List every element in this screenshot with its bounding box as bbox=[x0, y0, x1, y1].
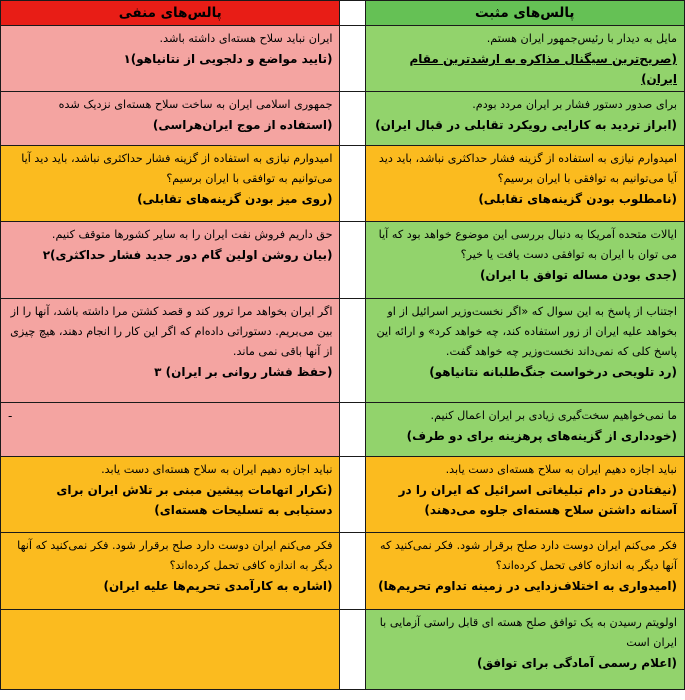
pulse-quote-text: ایران نباید سلاح هسته‌ای داشته باشد. bbox=[159, 32, 333, 45]
pulse-interpretation-text: (بیان روشن اولین گام دور جدید فشار حداکثری)۲ bbox=[42, 248, 333, 262]
positive-pulse-cell bbox=[365, 26, 684, 92]
positive-pulse-cell bbox=[365, 299, 684, 403]
negative-pulse-cell bbox=[1, 457, 340, 533]
pulse-interpretation-text: (حفظ فشار روانی بر ایران) ۳ bbox=[154, 365, 333, 379]
table-row bbox=[1, 403, 685, 457]
negative-pulse-cell bbox=[1, 299, 340, 403]
pulse-quote-text: نباید اجازه دهیم ایران به سلاح هسته‌ای دست یابد. bbox=[101, 463, 333, 476]
pulse-interpretation-text: (استفاده از موج ایران‌هراسی) bbox=[152, 118, 333, 132]
separator-column bbox=[340, 1, 365, 26]
pulse-quote-text: فکر می‌کنم ایران دوست دارد صلح برقرار شود. فکر نمی‌کنید که آنها دیگر به اندازه کافی تحمل کرده‌اند؟ bbox=[17, 539, 333, 572]
pulse-quote-text: اولویتم رسیدن به یک توافق صلح هسته ای قابل راستی آزمایی با ایران است bbox=[379, 616, 677, 649]
positive-pulse-cell bbox=[365, 92, 684, 146]
separator-column bbox=[340, 610, 365, 690]
pulse-interpretation-text: (روی میز بودن گزینه‌های تقابلی) bbox=[137, 192, 333, 206]
pulse-interpretation-text: (ابراز تردید به کارایی رویکرد تقابلی در قبال ایران) bbox=[375, 118, 677, 132]
pulse-quote-text: نباید اجازه دهیم ایران به سلاح هسته‌ای دست یابد. bbox=[445, 463, 677, 476]
negative-pulse-cell bbox=[1, 403, 340, 457]
pulse-interpretation-text: (خودداری از گزینه‌های پرهزینه برای دو طرف) bbox=[406, 429, 677, 443]
negative-pulse-cell bbox=[1, 533, 340, 610]
pulse-quote-text: فکر می‌کنم ایران دوست دارد صلح برقرار شود. فکر نمی‌کنید که آنها دیگر به اندازه کافی تحمل کرده‌اند؟ bbox=[380, 539, 677, 572]
positive-pulse-cell bbox=[365, 533, 684, 610]
table-row bbox=[1, 92, 685, 146]
table-row bbox=[1, 610, 685, 690]
pulse-interpretation-text: (جدی بودن مساله توافق با ایران) bbox=[479, 268, 677, 282]
negative-pulse-cell bbox=[1, 92, 340, 146]
header-negative-pulses: پالس‌های منفی bbox=[1, 1, 340, 26]
positive-pulse-cell bbox=[365, 457, 684, 533]
pulse-quote-text: اگر ایران بخواهد مرا ترور کند و قصد کشتن مرا داشته باشد، آنها را از بین می‌بریم. دستوراتی داده‌ام که اگر این کار را انجام دهند، هیچ چیزی از آنها باقی نمی ماند. bbox=[10, 305, 333, 358]
table-row bbox=[1, 299, 685, 403]
negative-pulse-cell bbox=[1, 222, 340, 299]
pulse-interpretation-text: (اشاره به کارآمدی تحریم‌ها علیه ایران) bbox=[103, 579, 333, 593]
pulse-interpretation-text: (امیدواری به اختلاف‌زدایی در زمینه تداوم تحریم‌ها) bbox=[378, 579, 677, 593]
negative-pulse-cell bbox=[1, 610, 340, 690]
pulse-interpretation-text: (نامطلوب بودن گزینه‌های تقابلی) bbox=[478, 192, 677, 206]
pulse-interpretation-text: (تایید مواضع و دلجویی از نتانیاهو)۱ bbox=[123, 52, 333, 66]
pulse-interpretation-text: (تکرار اتهامات پیشین مبنی بر تلاش ایران برای دستیابی به تسلیحات هسته‌ای) bbox=[56, 483, 333, 517]
pulse-interpretation-text: (رد تلویحی درخواست جنگ‌طلبانه نتانیاهو) bbox=[429, 365, 677, 379]
table-row bbox=[1, 26, 685, 92]
positive-pulse-cell bbox=[365, 146, 684, 222]
table-row bbox=[1, 533, 685, 610]
pulse-quote-text: اجتناب از پاسخ به این سوال که «اگر نخست‌وزیر اسرائیل از او بخواهد علیه ایران از زور استفاده کند، چه خواهد کرد» و ارائه این پاسخ کلی که نمی‌داند نخست‌وزیر چه خواهد گفت. bbox=[376, 305, 677, 358]
header-positive-pulses: پالس‌های مثبت bbox=[365, 1, 684, 26]
positive-pulse-cell bbox=[365, 403, 684, 457]
table-body bbox=[1, 1, 685, 690]
pulse-interpretation-text: (نیفتادن در دام تبلیغاتی اسرائیل که ایران را در آستانه داشتن سلاح هسته‌ای جلوه می‌دهند) bbox=[398, 483, 677, 517]
positive-pulse-cell bbox=[365, 222, 684, 299]
pulse-quote-text: ایالات متحده آمریکا به دنبال بررسی این موضوع خواهد بود که آیا می توان با ایران به توافقی دست یافت یا خیر؟ bbox=[378, 228, 677, 261]
pulse-quote-text: جمهوری اسلامی ایران به ساخت سلاح هسته‌ای نزدیک شده bbox=[58, 98, 333, 111]
table-row bbox=[1, 222, 685, 299]
pulse-interpretation-text: (صریح‌ترین سیگنال مذاکره به ارشدترین مقام ایران) bbox=[409, 52, 677, 86]
pulse-quote-text: حق داریم فروش نفت ایران را به سایر کشورها متوقف کنیم. bbox=[51, 228, 333, 241]
separator-column bbox=[340, 222, 365, 299]
pulse-quote-text: برای صدور دستور فشار بر ایران مردد بودم. bbox=[472, 98, 677, 111]
separator-column bbox=[340, 26, 365, 92]
pulse-quote-text: امیدوارم نیازی به استفاده از گزینه فشار حداکثری نباشد، باید دید آیا می‌توانیم به توافقی با ایران برسیم؟ bbox=[378, 152, 677, 185]
separator-column bbox=[340, 457, 365, 533]
separator-column bbox=[340, 92, 365, 146]
negative-pulse-cell bbox=[1, 26, 340, 92]
pulse-interpretation-text: (اعلام رسمی آمادگی برای توافق) bbox=[476, 656, 677, 670]
separator-column bbox=[340, 299, 365, 403]
negative-pulse-cell bbox=[1, 146, 340, 222]
separator-column bbox=[340, 403, 365, 457]
pulse-quote-text: مایل به دیدار با رئیس‌جمهور ایران هستم. bbox=[486, 32, 677, 45]
pulse-quote-text: ما نمی‌خواهیم سخت‌گیری زیادی بر ایران اعمال کنیم. bbox=[430, 409, 677, 422]
separator-column bbox=[340, 533, 365, 610]
separator-column bbox=[340, 146, 365, 222]
positive-pulse-cell bbox=[365, 610, 684, 690]
pulse-quote-text: امیدوارم نیازی به استفاده از گزینه فشار حداکثری نباشد، باید دید آیا می‌توانیم به توافقی با ایران برسیم؟ bbox=[21, 152, 333, 185]
header-row bbox=[1, 1, 685, 26]
table-row bbox=[1, 146, 685, 222]
table-row bbox=[1, 457, 685, 533]
pulse-quote-text: - bbox=[8, 409, 13, 423]
